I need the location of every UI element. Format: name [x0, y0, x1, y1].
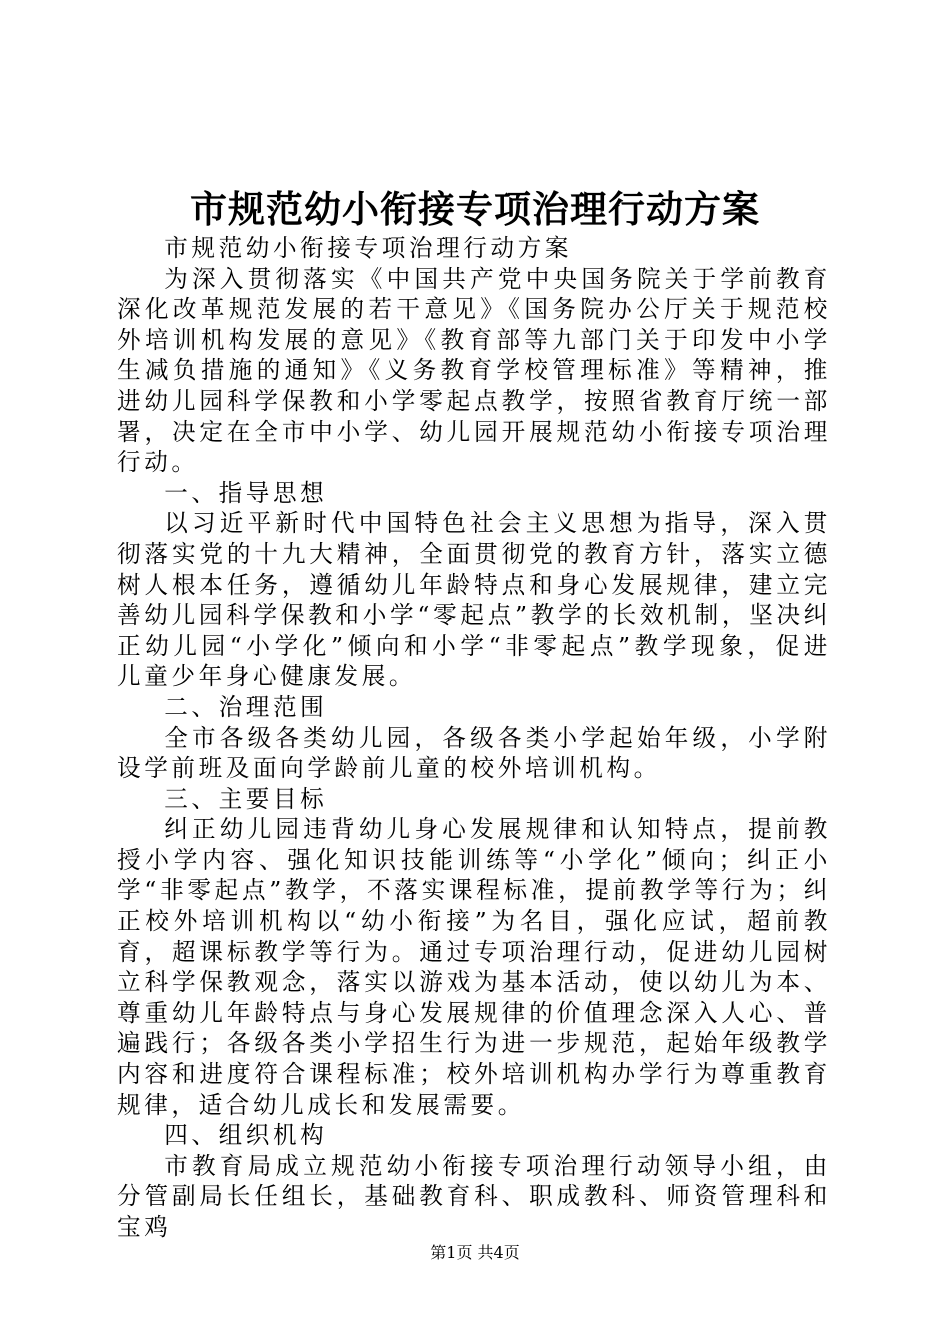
document-body	[117, 233, 831, 1243]
paragraph-subtitle: 市规范幼小衔接专项治理行动方案	[164, 234, 573, 262]
paragraph-intro: 为深入贯彻落实《中国共产党中央国务院关于学前教育深化改革规范发展的若干意见》《国务院办公厅关于规范校外培训机构发展的意见》《教育部等九部门关于印发中小学生减负措施的通知》《义务教育学校管理标准》等精神，推进幼儿园科学保教和小学零起点教学，按照省教育厅统一部署，决定在全市中小学、幼儿园开展规范幼小衔接专项治理行动。	[117, 264, 831, 477]
section-heading-2: 二、治理范围	[164, 692, 328, 721]
paragraph-scope: 全市各级各类幼儿园，各级各类小学起始年级，小学附设学前班及面向学龄前儿童的校外培训机构。	[117, 723, 831, 783]
paragraph-organization: 市教育局成立规范幼小衔接专项治理行动领导小组，由分管副局长任组长，基础教育科、职成教科、师资管理科和宝鸡	[117, 1151, 831, 1241]
document-title: 市规范幼小衔接专项治理行动方案	[190, 187, 760, 231]
page-footer: 第1页 共4页	[430, 1243, 520, 1262]
section-heading-4: 四、组织机构	[164, 1121, 328, 1150]
paragraph-guiding-thought: 以习近平新时代中国特色社会主义思想为指导，深入贯彻落实党的十九大精神，全面贯彻党的教育方针，落实立德树人根本任务，遵循幼儿年龄特点和身心发展规律，建立完善幼儿园科学保教和小学“零起点”教学的长效机制，坚决纠正幼儿园“小学化”倾向和小学“非零起点”教学现象，促进儿童少年身心健康发展。	[117, 509, 831, 691]
paragraph-goals: 纠正幼儿园违背幼儿身心发展规律和认知特点，提前教授小学内容、强化知识技能训练等“小学化”倾向；纠正小学“非零起点”教学，不落实课程标准，提前教学等行为；纠正校外培训机构以“幼小衔接”为名目，强化应试，超前教育，超课标教学等行为。通过专项治理行动，促进幼儿园树立科学保教观念，落实以游戏为基本活动，使以幼儿为本、尊重幼儿年龄特点与身心发展规律的价值理念深入人心、普遍践行；各级各类小学招生行为进一步规范，起始年级教学内容和进度符合课程标准；校外培训机构办学行为尊重教育规律，适合幼儿成长和发展需要。	[117, 815, 831, 1119]
section-heading-1: 一、指导思想	[164, 478, 328, 507]
section-heading-3: 三、主要目标	[164, 784, 328, 813]
